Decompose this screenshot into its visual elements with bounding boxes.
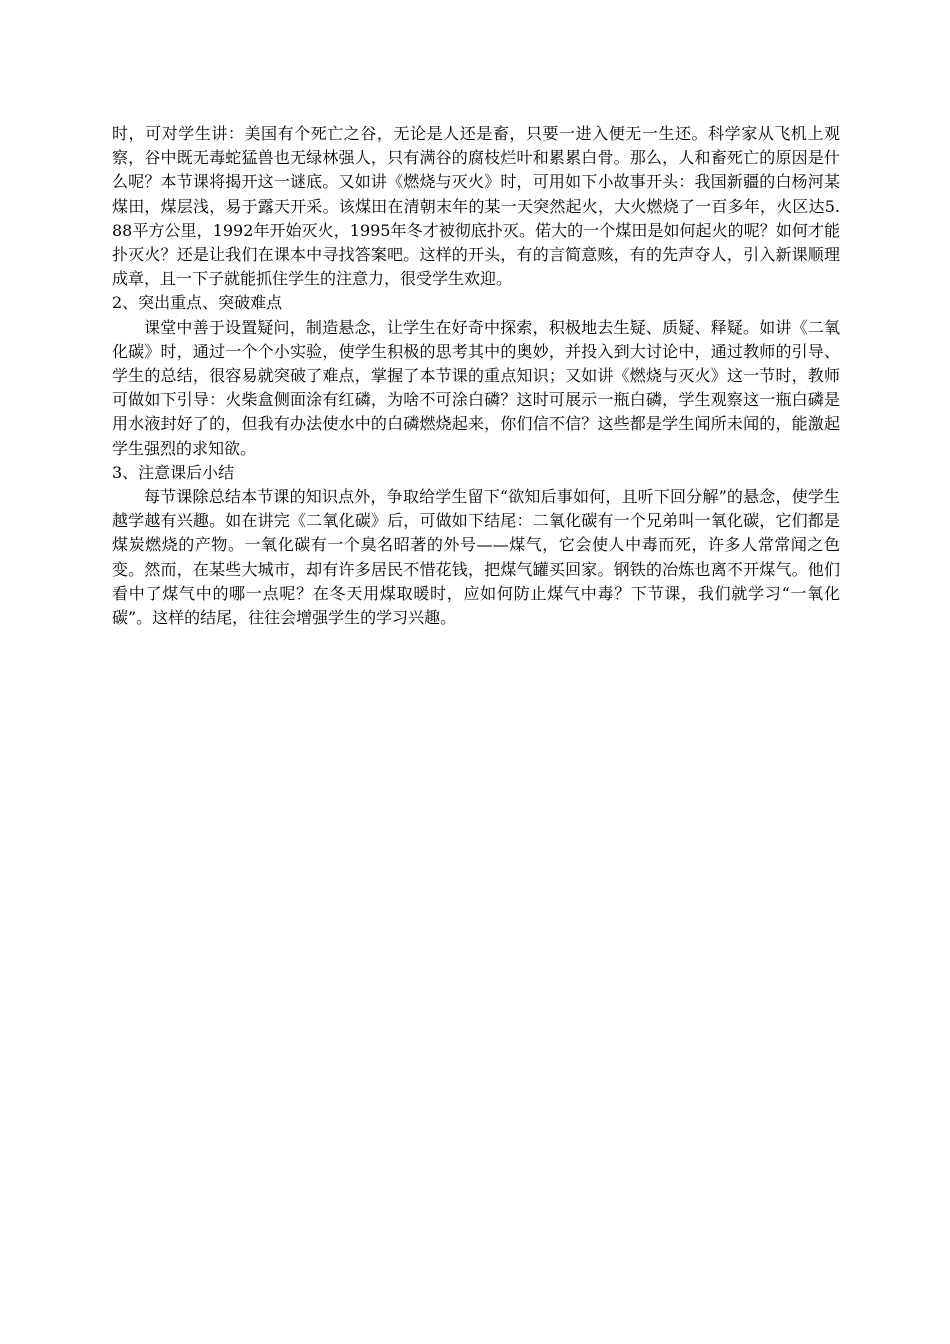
- section-heading-3: 3、注意课后小结: [112, 462, 235, 482]
- paragraph-summary: 每节课除总结本节课的知识点外，争取给学生留下“欲知后事如何，且听下回分解”的悬念，使学生越学越有兴趣。如在讲完《二氧化碳》后，可做如下结尾：二氧化碳有一个兄弟叫一氧化碳，它们都是煤炭燃烧的产物。一氧化碳有一个臭名昭著的外号——煤气，它会使人中毒而死，许多人常常闻之色变。然而，在某些大城市，却有许多居民不惜花钱，把煤气罐买回家。钢铁的冶炼也离不开煤气。他们看中了煤气中的哪一点呢？在冬天用煤取暖时，应如何防止煤气中毒？下节课，我们就学习“一氧化碳”。这样的结尾，往往会增强学生的学习兴趣。: [112, 487, 840, 628]
- paragraph-intro-continuation: 时，可对学生讲：美国有个死亡之谷，无论是人还是畜，只要一进入便无一生还。科学家从飞机上观察，谷中既无毒蛇猛兽也无绿林强人，只有满谷的腐枝烂叶和累累白骨。那么，人和畜死亡的原因是什么呢？本节课将揭开这一谜底。又如讲《燃烧与灭火》时，可用如下小故事开头：我国新疆的白杨河某煤田，煤层浅，易于露天开采。该煤田在清朝末年的某一天突然起火，大火燃烧了一百多年，火区达5.88平方公里，1992年开始灭火，1995年冬才被彻底扑灭。偌大的一个煤田是如何起火的呢？如何才能扑灭火？还是让我们在课本中寻找答案吧。这样的开头，有的言简意赅，有的先声夺人，引入新课顺理成章，且一下子就能抓住学生的注意力，很受学生欢迎。: [112, 124, 840, 289]
- document-body: [112, 122, 840, 630]
- paragraph-key-points: 课堂中善于设置疑问，制造悬念，让学生在好奇中探索，积极地去生疑、质疑、释疑。如讲《二氧化碳》时，通过一个个小实验，使学生积极的思考其中的奥妙，并投入到大讨论中，通过教师的引导、学生的总结，很容易就突破了难点，掌握了本节课的重点知识；又如讲《燃烧与灭火》这一节时，教师可做如下引导：火柴盒侧面涂有红磷，为啥不可涂白磷？这时可展示一瓶白磷，学生观察这一瓶白磷是用水液封好了的，但我有办法使水中的白磷燃烧起来，你们信不信？这些都是学生闻所未闻的，能激起学生强烈的求知欲。: [112, 317, 840, 458]
- section-heading-2: 2、突出重点、突破难点: [112, 293, 283, 313]
